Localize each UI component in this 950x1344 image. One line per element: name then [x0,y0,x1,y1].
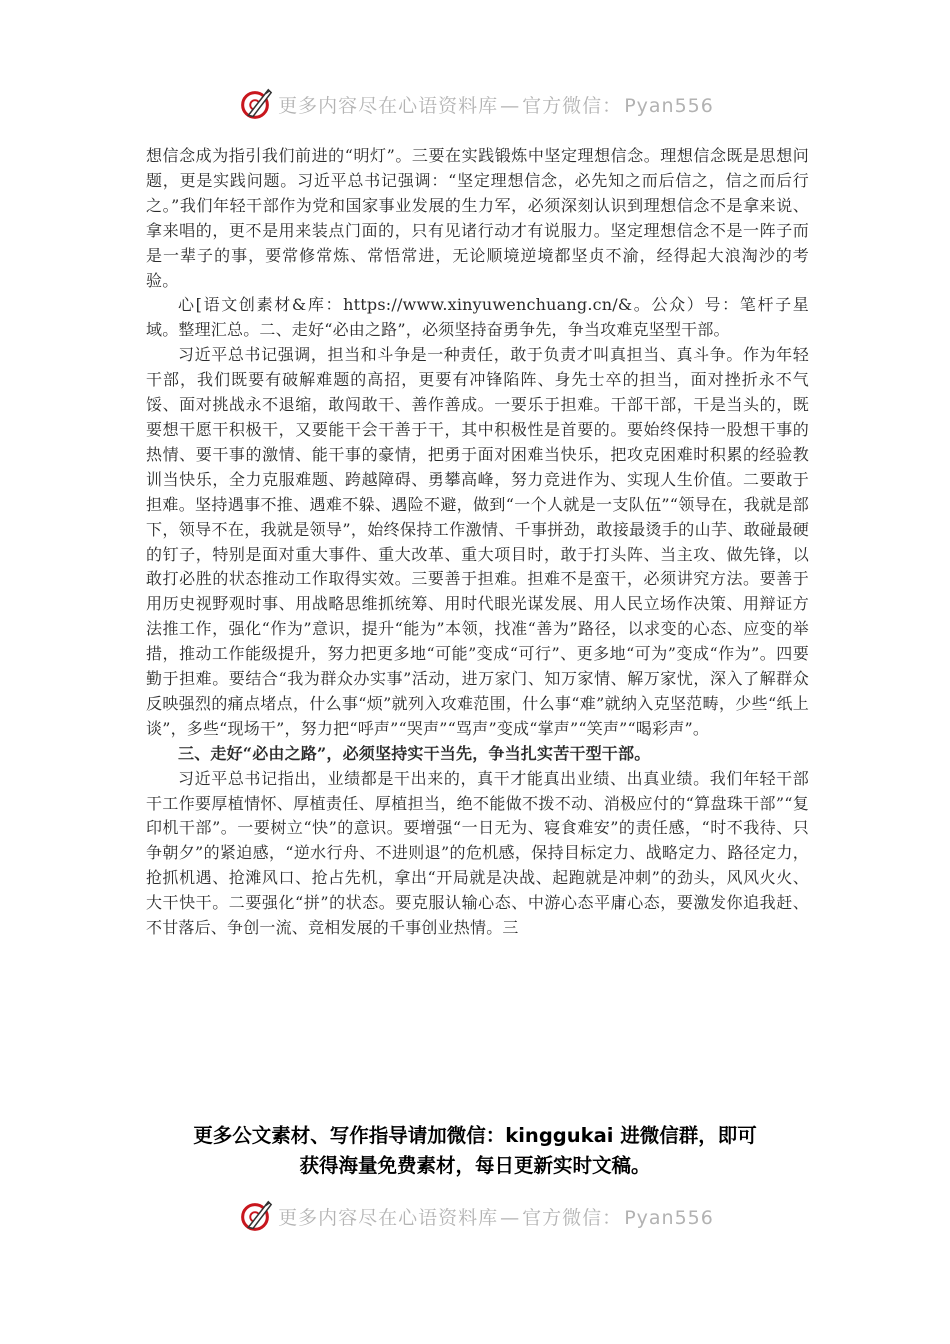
footer-banner [0,1196,950,1236]
banner-text [278,1203,714,1230]
quill-logo-icon [236,1197,274,1235]
banner-brand: 更多内容尽在心语资料库 [278,1206,499,1229]
banner-separator: — [500,1206,521,1229]
promo-note-line: 获得海量免费素材，每日更新实时文稿。 [299,1154,651,1177]
banner-official: 官方微信： [522,94,623,117]
promo-note-line: 更多公文素材、写作指导请加微信：kinggukai 进微信群，即可 [193,1124,757,1147]
banner-brand: 更多内容尽在心语资料库 [278,94,499,117]
promo-note [140,1121,810,1181]
header-banner [0,84,950,124]
banner-official: 官方微信： [522,1206,623,1229]
paragraph: 习近平总书记强调，担当和斗争是一种责任，敢于负责才叫真担当、真斗争。作为年轻干部，我们既要有破解难题的高招，更要有冲锋陷阵、身先士卒的担当，面对挫折永不气馁、面对挑战永不退缩，敢闯敢干、善作善成。一要乐于担难。干部干部，干是当头的，既要想干愿干积极干，又要能干会干善于干，其中积极性是首要的。要始终保持一股想干事的热情、要干事的激情、能干事的豪情，把勇于面对困难当快乐，把攻克困难时积累的经验教训当快乐，全力克服难题、跨越障碍、勇攀高峰，努力竞进作为、实现人生价值。二要敢于担难。坚持遇事不推、遇难不躲、遇险不避，做到“一个人就是一支队伍”“领导在，我就是部下，领导不在，我就是领导”，始终保持工作激情、千事拼劲，敢接最烫手的山芋、敢碰最硬的钉子，特别是面对重大事件、重大改革、重大项目时，敢于打头阵、当主攻、做先锋，以敢打必胜的状态推动工作取得实效。三要善于担难。担难不是蛮干，必须讲究方法。要善于用历史视野观时事、用战略思维抓统筹、用时代眼光谋发展、用人民立场作决策、用辩证方法推工作，强化“作为”意识，提升“能为”本领，找准“善为”路径，以求变的心态、应变的举措，推动工作能级提升，努力把更多地“可能”变成“可行”、更多地“可为”变成“作为”。四要勤于担难。要结合“我为群众办实事”活动，进万家门、知万家情、解万家忧，深入了解群众反映强烈的痛点堵点，什么事“烦”就列入攻难范围，什么事“难”就纳入克坚范畴，少些“纸上谈”，多些“现场干”，努力把“呼声”“哭声”“骂声”变成“掌声”“笑声”“喝彩声”。 [146,345,809,738]
document-body [146,144,809,941]
banner-separator: — [500,94,521,117]
banner-text [278,91,714,118]
quill-logo-icon [236,85,274,123]
paragraph: 想信念成为指引我们前进的“明灯”。三要在实践锻炼中坚定理想信念。理想信念既是思想问题，更是实践问题。习近平总书记强调：“坚定理想信念，必先知之而后信之，信之而后行之。”我们年轻干部作为党和国家事业发展的生力军，必须深刻认识到理想信念不是拿来说、拿来唱的，更不是用来装点门面的，只有见诸行动才有说服力。坚定理想信念不是一阵子而是一辈子的事，要常修常炼、常悟常进，无论顺境逆境都坚贞不渝，经得起大浪淘沙的考验。 [146,146,809,290]
paragraph: 心[语文创素材&库：https://www.xinyuwenchuang.cn/&。公众）号：笔杆子星域。整理汇总。二、走好“必由之路”，必须坚持奋勇争先，争当攻难克坚型干部。 [146,295,809,340]
banner-wechat-id: Pyan556 [624,94,714,117]
banner-wechat-id: Pyan556 [624,1206,714,1229]
paragraph: 习近平总书记指出，业绩都是干出来的，真干才能真出业绩、出真业绩。我们年轻干部干工作要厚植情怀、厚植责任、厚植担当，绝不能做不拨不动、消极应付的“算盘珠干部”“复印机干部”。一要树立“快”的意识。要增强“一日无为、寝食难安”的责任感，“时不我待、只争朝夕”的紧迫感，“逆水行舟、不进则退”的危机感，保持目标定力、战略定力、路径定力，抢抓机遇、抢滩风口、抢占先机，拿出“开局就是决战、起跑就是冲刺”的劲头，风风火火、大干快干。二要强化“拼”的状态。要克服认输心态、中游心态平庸心态，要激发你追我赶、不甘落后、争创一流、竞相发展的千事创业热情。三 [146,768,809,938]
section-heading: 三、走好“必由之路”，必须坚持实干当先，争当扎实苦干型干部。 [178,743,651,763]
